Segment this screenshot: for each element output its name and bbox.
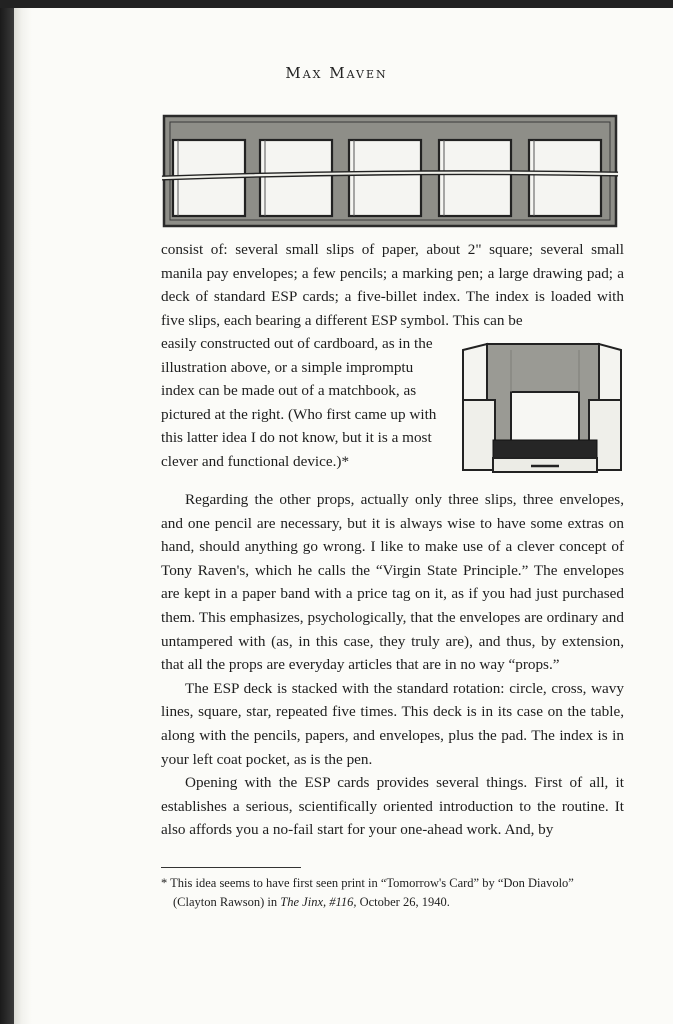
footnote-line-1: * This idea seems to have first seen print in “Tomorrow's Card” by “Don Diavolo” xyxy=(161,876,574,890)
paragraph-3: The ESP deck is stacked with the standard rotation: circle, cross, wavy lines, square, star, repeated five times. This deck is in its case on the table, along with the pencils, papers, and envelopes, plus the pad. The index is in your left coat pocket, as is the pen. xyxy=(161,679,624,768)
footnote-rule xyxy=(161,867,301,868)
footnote-source-prefix: (Clayton Rawson) in xyxy=(173,895,281,909)
text-block-wrap xyxy=(161,332,448,474)
footnote-line-2 xyxy=(161,893,631,912)
paragraph-1-wrap: easily constructed out of cardboard, as in the illustration above, or a simple impromptu index can be made out of a matchbook, as pictured at the right. (Who first came up with this latter idea I do not know, but it is a most clever and functional device.)* xyxy=(161,335,437,470)
book-spine-edge xyxy=(0,0,14,1024)
book-top-edge xyxy=(0,0,673,8)
footnote-publication-title: The Jinx, #116, xyxy=(280,895,357,909)
running-head: Max Maven xyxy=(285,64,388,82)
text-block-main xyxy=(161,488,624,842)
footnote-date: October 26, 1940. xyxy=(356,895,450,909)
footnote xyxy=(161,874,631,912)
five-billet-index-illustration xyxy=(160,112,620,230)
text-block-top xyxy=(161,238,624,332)
paragraph-4: Opening with the ESP cards provides several things. First of all, it establishes a serious, scientifically oriented introduction to the routine. It also affords you a no-fail start for your one-ahead work. And, by xyxy=(161,774,624,839)
paragraph-1: consist of: several small slips of paper, about 2" square; several small manila pay envelopes; a few pencils; a marking pen; a large drawing pad; a deck of standard ESP cards; a five-billet index. The index is loaded with five slips, each bearing a different ESP symbol. This can be xyxy=(161,241,624,329)
matchbook-index-illustration xyxy=(457,340,627,476)
paragraph-2: Regarding the other props, actually only three slips, three envelopes, and one pencil are necessary, but it is always wise to have some extras on hand, should anything go wrong. I like to make use of a clever concept of Tony Raven's, which he calls the “Virgin State Principle.” The envelopes are kept in a paper band with a price tag on it, as if you had just purchased them. This emphasizes, psychologically, that the envelopes are ordinary and untampered with (as, in this case, they truly are), and thus, by extension, that all the props are everyday articles that are in no way “props.” xyxy=(161,491,624,674)
